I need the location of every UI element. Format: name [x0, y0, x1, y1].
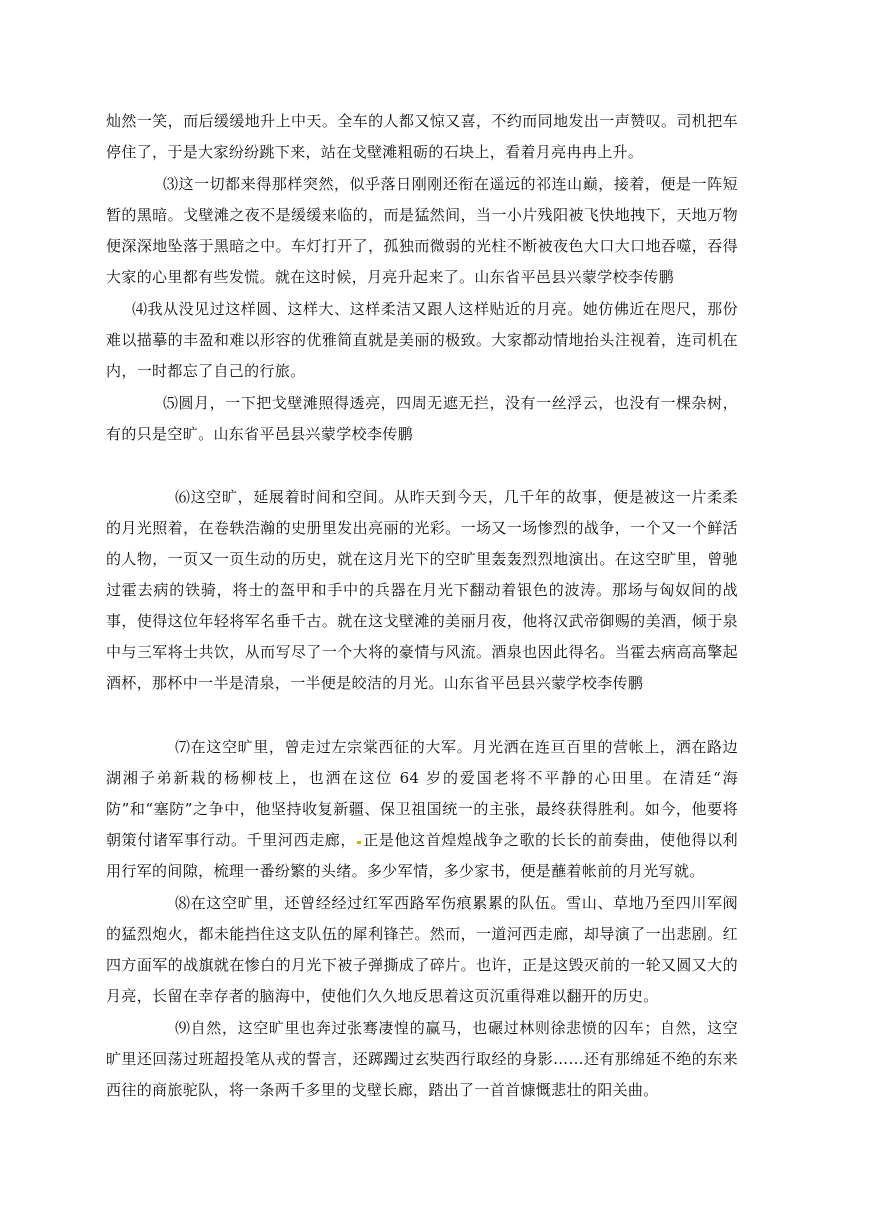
paragraph-5: ⑸圆月，一下把戈壁滩照得透亮，四周无遮无拦，没有一丝浮云，也没有一棵杂树，有的只是空旷。山东省平邑县兴蒙学校李传鹏 — [106, 394, 738, 443]
paragraph-continuation: 灿然一笑，而后缓缓地升上中天。全车的人都又惊又喜，不约而同地发出一声赞叹。司机把车停住了，于是大家纷纷跳下来，站在戈壁滩粗砺的石块上，看着月亮冉冉上升。 — [106, 112, 738, 161]
edit-mark-icon — [357, 841, 361, 844]
paragraph-7-part-2: 正是他这首煌煌战争之歌的长长的前奏曲，使他得以利用行军的间隙，梳理一番纷繁的头绪。多少军情，多少家书，便是蘸着帐前的月光写就。 — [106, 831, 738, 880]
paragraph-8: ⑻在这空旷里，还曾经经过红军西路军伤痕累累的队伍。雪山、草地乃至四川军阀的猛烈炮火，都未能挡住这支队伍的犀利锋芒。然而，一道河西走廊，却导演了一出悲剧。红四方面军的战旗就在惨白的月光下被子弹撕成了碎片。也许，正是这毁灭前的一轮又圆又大的月亮，长留在幸存者的脑海中，使他们久久地反思着这页沉重得难以翻开的历史。 — [106, 894, 738, 1005]
paragraph-4: ⑷我从没见过这样圆、这样大、这样柔洁又跟人这样贴近的月亮。她仿佛近在咫尺，那份难以描摹的丰盈和难以形容的优雅简直就是美丽的极致。大家都动情地抬头注视着，连司机在内，一时都忘了自己的行旅。 — [106, 300, 738, 380]
paragraph-7 — [106, 732, 738, 887]
paragraph-3: ⑶这一切都来得那样突然，似乎落日刚刚还衔在遥远的祁连山巅，接着，便是一阵短暂的黑暗。戈壁滩之夜不是缓缓来临的，而是猛然间，当一小片残阳被飞快地拽下，天地万物便深深地坠落于黑暗之中。车灯打开了，孤独而微弱的光柱不断被夜色大口大口地吞噬，吞得大家的心里都有些发慌。就在这时候，月亮升起来了。山东省平邑县兴蒙学校李传鹏 — [106, 175, 738, 286]
paragraph-9: ⑼自然，这空旷里也奔过张骞凄惶的赢马，也碾过林则徐悲愤的囚车；自然，这空旷里还回荡过班超投笔从戎的誓言，还踯躅过玄奘西行取经的身影……还有那绵延不绝的东来西往的商旅驼队，将一条两千多里的戈壁长廊，踏出了一首首慷慨悲壮的阳关曲。 — [106, 1019, 738, 1099]
paragraph-6: ⑹这空旷，延展着时间和空间。从昨天到今天，几千年的故事，便是被这一片柔柔的月光照着，在卷轶浩瀚的史册里发出亮丽的光彩。一场又一场惨烈的战争，一个又一个鲜活的人物，一页又一页生动的历史，就在这月光下的空旷里轰轰烈烈地演出。在这空旷里，曾驰过霍去病的铁骑，将士的盔甲和手中的兵器在月光下翻动着银色的波涛。那场与匈奴间的战事，使得这位年轻将军名垂千古。就在这戈壁滩的美丽月夜，他将汉武帝御赐的美酒，倾于泉中与三军将士共饮，从而写尽了一个大将的豪情与风流。酒泉也因此得名。当霍去病高高擎起酒杯，那杯中一半是清泉，一半便是皎洁的月光。山东省平邑县兴蒙学校李传鹏 — [106, 488, 738, 692]
paragraph-7-part-1: ⑺在这空旷里，曾走过左宗棠西征的大军。月光洒在连亘百里的营帐上，洒在路边湖湘子弟新栽的杨柳枝上，也洒在这位 64 岁的爱国老将不平静的心田里。在清廷“海防”和“塞防”之争中，他坚持收复新疆、保卫祖国统一的主张，最终获得胜利。如今，他要将朝策付诸军事行动。千里河西走廊， — [106, 738, 738, 849]
